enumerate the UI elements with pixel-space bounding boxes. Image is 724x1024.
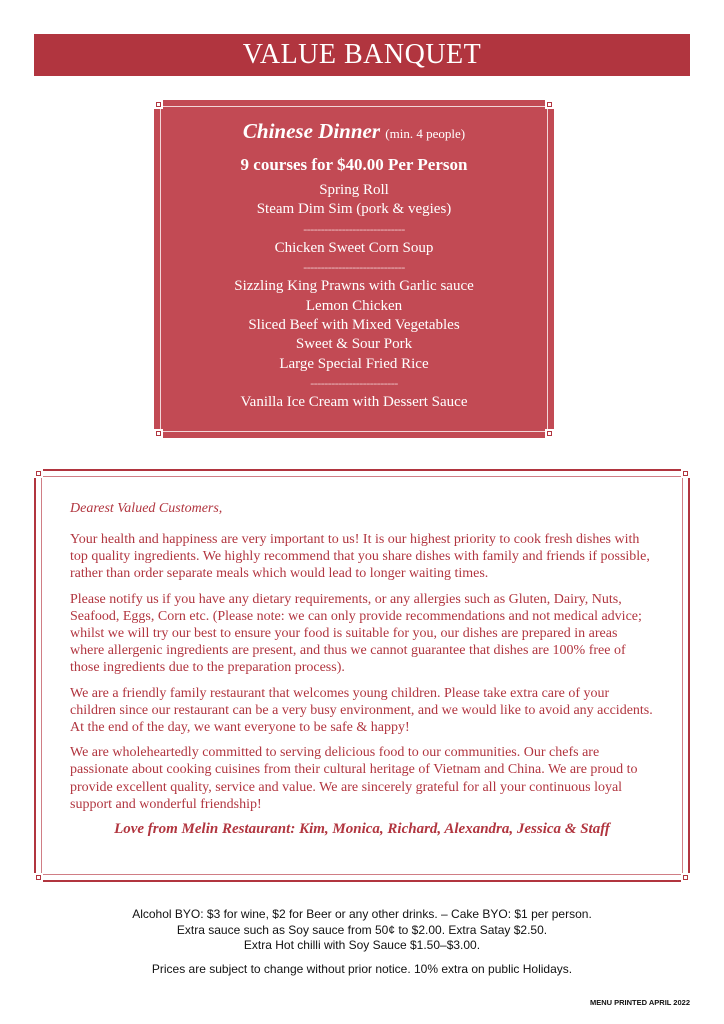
- course-separator: -------------------------: [310, 375, 398, 390]
- corner-ornament: [153, 429, 163, 439]
- corner-ornament: [33, 873, 43, 883]
- dinner-price: 9 courses for $40.00 Per Person: [240, 155, 468, 174]
- corner-ornament: [545, 99, 555, 109]
- footer-line: Extra Hot chilli with Soy Sauce $1.50–$3.00.: [243, 938, 481, 952]
- banner-title: VALUE BANQUET: [34, 34, 690, 76]
- course-item: Vanilla Ice Cream with Dessert Sauce: [240, 394, 468, 411]
- course-separator: -----------------------------: [303, 260, 405, 275]
- letter-paragraph: We are a friendly family restaurant that welcomes young children. Please take extra care of your children since our restaurant can be a very busy environment, and we would like to avoid any accidents. At the end of the day, we want everyone to be safe & happy!: [70, 685, 653, 736]
- course-item: Chicken Sweet Corn Soup: [274, 239, 434, 256]
- letter-paragraph: Please notify us if you have any dietary requirements, or any allergies such as Gluten, Dairy, Nuts, Seafood, Eggs, Corn etc. (Please note: we can only provide recommendations and not medical advice; whilst we will try our best to ensure your food is suitable for you, our dishes are prepared in areas where allergenic ingredients are present, and thus we cannot guarantee that dishes are 100% free of those ingredients due to the preparation process).: [70, 591, 642, 676]
- course-item: Sliced Beef with Mixed Vegetables: [248, 317, 460, 334]
- corner-ornament: [681, 468, 691, 478]
- letter-paragraph: Your health and happiness are very important to us! It is our highest priority to cook fresh dishes with top quality ingredients. We highly recommend that you share dishes with family and friends if possible, rather than order separate meals which would lead to longer waiting times.: [70, 532, 650, 582]
- menu-printed-date: MENU PRINTED APRIL 2022: [589, 998, 690, 1007]
- footer-notes: [0, 907, 724, 977]
- customer-letter: [34, 469, 690, 882]
- chinese-dinner-box: [154, 100, 554, 438]
- letter-signoff: Love from Melin Restaurant: Kim, Monica, Richard, Alexandra, Jessica & Staff: [114, 821, 610, 838]
- corner-ornament: [545, 429, 555, 439]
- course-item: Sizzling King Prawns with Garlic sauce: [234, 278, 474, 295]
- dinner-min-people: (min. 4 people): [385, 126, 466, 141]
- dinner-heading: [154, 116, 554, 149]
- course-item: Spring Roll: [319, 182, 389, 198]
- dinner-title: Chinese Dinner: [242, 119, 381, 143]
- course-item: Large Special Fried Rice: [279, 355, 429, 372]
- corner-ornament: [681, 873, 691, 883]
- prices-note: Prices are subject to change without prior notice. 10% extra on public Holidays.: [151, 961, 573, 976]
- course-item: Steam Dim Sim (pork & vegies): [256, 201, 452, 218]
- letter-paragraph: We are wholeheartedly committed to serving delicious food to our communities. Our chefs are passionate about cooking cuisines from their cultural heritage of Vietnam and China. We are proud to provide excellent quality, service and value. We are sincerely grateful for all your continuous loyal support and wonderful friendship!: [70, 745, 638, 812]
- corner-ornament: [153, 99, 163, 109]
- course-item: Sweet & Sour Pork: [295, 336, 413, 353]
- corner-ornament: [33, 468, 43, 478]
- footer-line: Alcohol BYO: $3 for wine, $2 for Beer or any other drinks. – Cake BYO: $1 per person.: [132, 907, 592, 921]
- letter-greeting: Dearest Valued Customers,: [70, 501, 223, 516]
- course-separator: -----------------------------: [303, 221, 405, 236]
- course-list: [154, 181, 554, 413]
- footer-line: Extra sauce such as Soy sauce from 50¢ to $2.00. Extra Satay $2.50.: [176, 922, 548, 937]
- course-item: Lemon Chicken: [305, 297, 403, 314]
